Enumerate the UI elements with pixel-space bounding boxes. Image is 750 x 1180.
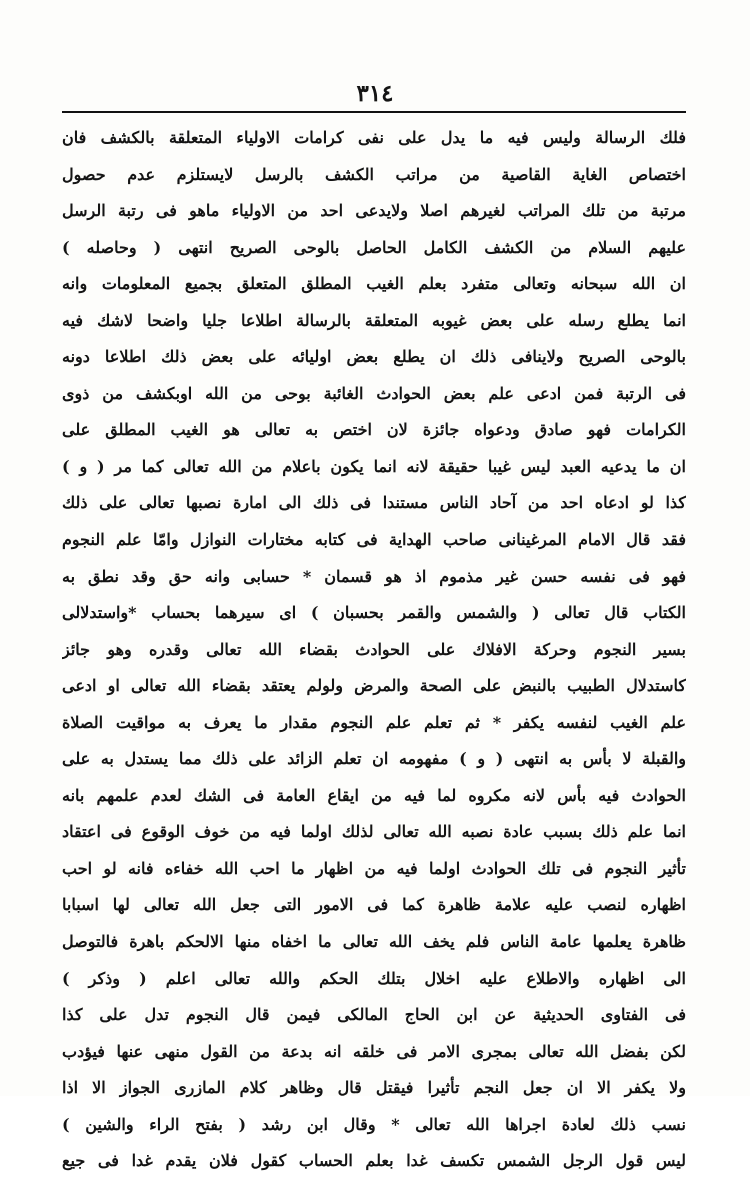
- text-line: الكرامات فهو صادق ودعواه جائزة لان اختص به تعالى هو الغيب المطلق على: [62, 420, 686, 440]
- text-line: بالوحى الصريح ولاينافى ذلك ان يطلع بعض اوليائه على بعض ذلك اطلاعا دونه: [62, 347, 686, 367]
- text-line: فقد قال الامام المرغينانى صاحب الهداية فى كتابه مختارات النوازل وامّا علم النجوم: [62, 530, 686, 550]
- text-line: فهو فى نفسه حسن غير مذموم اذ هو قسمان * حسابى وانه حق وقد نطق به: [62, 566, 686, 586]
- text-line: ظاهرة يعلمها عامة الناس فلم يخف الله تعالى ما اخفاه منها الالحكم باهرة فالتوصل: [62, 932, 686, 952]
- text-line: كاستدلال الطبيب بالنبض على الصحة والمرض ولولم يعتقد بقضاء الله تعالى او ادعى: [62, 676, 686, 696]
- text-line: انما علم ذلك بسبب عادة نصبه الله تعالى لذلك اولما فيه من خوف الوقوع فى اعتقاد: [62, 822, 686, 842]
- text-line: عليهم السلام من الكشف الكامل الحاصل بالوحى الصريح انتهى ( وحاصله ): [62, 237, 686, 257]
- text-line: لكن بفضل الله تعالى بمجرى الامر فى خلقه انه بدعة من القول منهى عنها فيؤدب: [62, 1041, 686, 1061]
- text-line: اختصاص الغاية القاصية من مراتب الكشف بالرسل لايستلزم عدم حصول: [62, 164, 686, 184]
- text-line: والقبلة لا بأس به انتهى ( و ) مفهومه ان تعلم الزائد على ذلك مما يستدل به على: [62, 749, 686, 769]
- text-line: ان ما يدعيه العبد ليس غيبا حقيقة لانه انما يكون باعلام من الله تعالى كما مر ( و ): [62, 456, 686, 476]
- text-line: نسب ذلك لعادة اجراها الله تعالى * وقال ابن رشد ( بفتح الراء والشين ): [62, 1114, 686, 1134]
- text-line: ليس قول الرجل الشمس تكسف غدا بعلم الحساب كقول فلان يقدم غدا فى جيع: [62, 1151, 686, 1171]
- text-line: تأثير النجوم فى تلك الحوادث اولما فيه من اظهار ما احب الله خفاءه فانه لو احب: [62, 858, 686, 878]
- text-line: علم الغيب لنفسه يكفر * ثم تعلم علم النجوم مقدار ما يعرف به مواقيت الصلاة: [62, 712, 686, 732]
- text-line: انما يطلع رسله على بعض غيوبه المتعلقة بالرسالة اطلاعا جليا واضحا لاشك فيه: [62, 310, 686, 330]
- body-text: [62, 120, 686, 1180]
- text-line: مرتبة من تلك المراتب لغيرهم اصلا ولايدعى احد من الاولياء ماهو فى رتبة الرسل: [62, 201, 686, 221]
- text-line: الكتاب قال تعالى ( والشمس والقمر بحسبان ) اى سيرهما بحساب *واستدلالى: [62, 603, 686, 623]
- text-line: الى اظهاره والاطلاع عليه اخلال بتلك الحكم والله تعالى اعلم ( وذكر ): [62, 968, 686, 988]
- text-line: بسير النجوم وحركة الافلاك على الحوادث بقضاء الله تعالى وقدره وهو جائز: [62, 639, 686, 659]
- text-line: كذا لو ادعاه احد من آحاد الناس مستندا فى ذلك الى امارة نصبها تعالى على ذلك: [62, 493, 686, 513]
- text-line: ولا يكفر الا ان جعل النجم تأثيرا فيقتل قال وظاهر كلام المازرى الجواز الا اذا: [62, 1078, 686, 1098]
- text-line: ان الله سبحانه وتعالى متفرد بعلم الغيب المطلق المتعلق بجميع المعلومات وانه: [62, 274, 686, 294]
- text-line: فلك الرسالة وليس فيه ما يدل على نفى كرامات الاولياء المتعلقة بالكشف فان: [62, 128, 686, 147]
- text-line: فى الرتبة فمن ادعى علم بعض الحوادث الغائبة بوحى من الله اوبكشف من ذوى: [62, 383, 686, 403]
- page-number: ٣١٤: [356, 80, 394, 107]
- text-line: اظهاره لنصب عليه علامة ظاهرة كما فى الامور التى جعل الله تعالى لها اسبابا: [62, 895, 686, 915]
- header-rule: [62, 111, 686, 113]
- text-line: فى الفتاوى الحديثية عن ابن الحاج المالكى فيمن قال النجوم تدل على كذا: [62, 1005, 686, 1025]
- text-line: الحوادث فيه بأس لانه مكروه لما فيه من ايقاع العامة فى الشك لعدم علمهم بانه: [62, 785, 686, 805]
